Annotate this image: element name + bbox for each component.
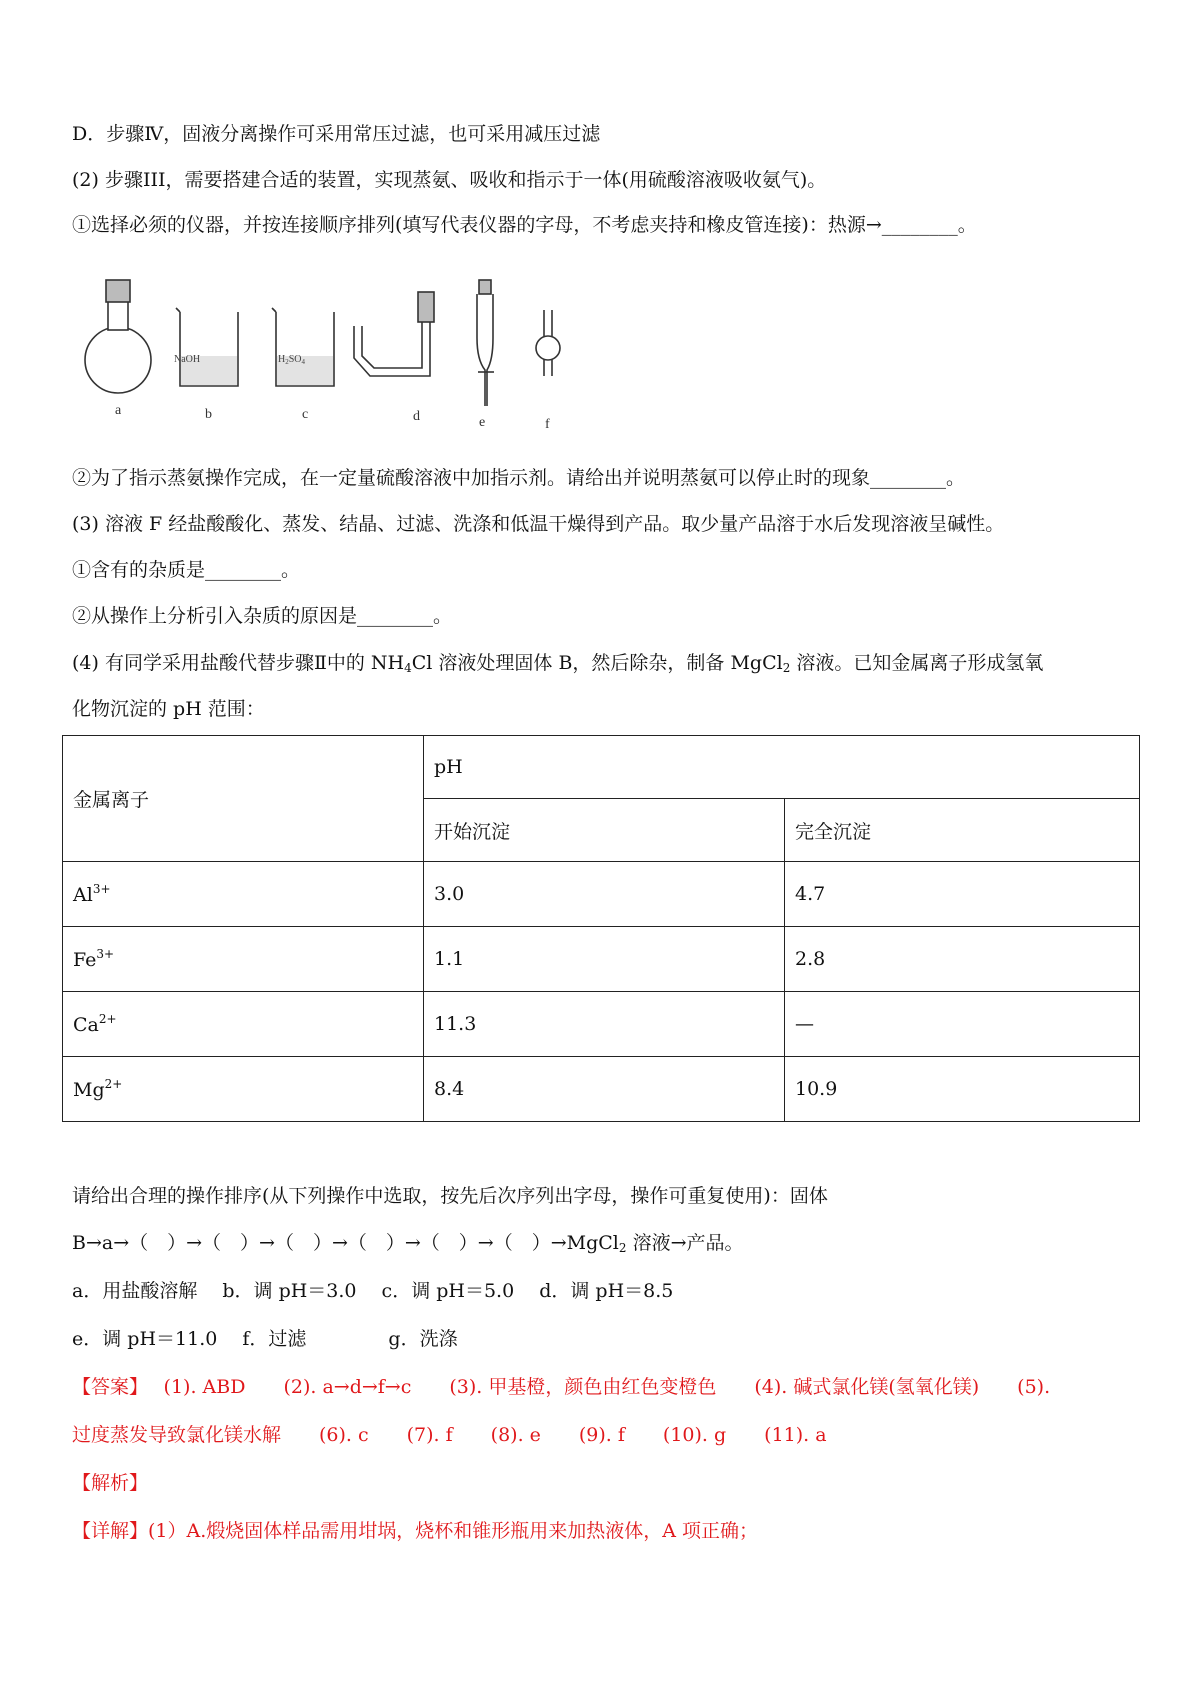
options-line-2: e．调 pH＝11.0 f．过滤 g．洗涤 (72, 1328, 458, 1350)
label-b: b (205, 407, 212, 422)
ion-cell: $Al^{3+}$ (63, 862, 424, 927)
beaker-c-text: $H_2SO_4$ (278, 354, 306, 366)
answer-line-1: 【答案】 (1). ABD (2). a→d→f→c (3). 甲基橙，颜色由红色变橙色 (4). 碱式氯化镁(氢氧化镁) (5). (72, 1376, 1051, 1398)
ion-cell: $Mg^{2+}$ (63, 1057, 424, 1122)
ph-table (62, 735, 1140, 1122)
question-3-1-text: ①含有的杂质是________。 (72, 559, 301, 581)
answer-line-2: 过度蒸发导致氯化镁水解 (6). c (7). f (8). e (9). f (10). g (11). a (72, 1424, 827, 1446)
ion-cell: $Ca^{2+}$ (63, 992, 424, 1057)
header-metal-ion: 金属离子 (63, 736, 424, 862)
label-d: d (413, 409, 420, 424)
start-cell: 8.4 (424, 1057, 785, 1122)
table-row (63, 1057, 1140, 1122)
header-full: 完全沉淀 (785, 799, 1140, 862)
table-row (63, 862, 1140, 927)
question-3-text: (3) 溶液 F 经盐酸酸化、蒸发、结晶、过滤、洗涤和低温干燥得到产品。取少量产品溶于水后发现溶液呈碱性。 (72, 513, 1005, 535)
bent-tube-icon (354, 292, 434, 376)
beaker-naoh-icon (176, 308, 238, 386)
full-cell: 2.8 (785, 927, 1140, 992)
sequence-text: B→a→（ ）→（ ）→（ ）→（ ）→（ ）→（ ）→MgCl$_2$ 溶液→产品。 (72, 1232, 744, 1255)
options-line-1: a．用盐酸溶解 b．调 pH＝3.0 c．调 pH＝5.0 d．调 pH＝8.5 (72, 1280, 674, 1302)
question-2-2-text: ②为了指示蒸氨操作完成，在一定量硫酸溶液中加指示剂。请给出并说明蒸氨可以停止时的现象________。 (72, 467, 966, 489)
start-cell: 11.3 (424, 992, 785, 1057)
ion-cell: $Fe^{3+}$ (63, 927, 424, 992)
start-cell: 3.0 (424, 862, 785, 927)
question-3-2-text: ②从操作上分析引入杂质的原因是________。 (72, 605, 453, 627)
table-row (63, 927, 1140, 992)
question-4-text: (4) 有同学采用盐酸代替步骤Ⅱ中的 $NH_4Cl$ 溶液处理固体 B，然后除杂，制备 MgCl$_2$ 溶液。已知金属离子形成氢氧 (72, 652, 1044, 675)
label-e: e (479, 415, 486, 430)
start-cell: 1.1 (424, 927, 785, 992)
apparatus-drawing (70, 278, 630, 438)
beaker-h2so4-icon (272, 308, 334, 386)
label-f: f (545, 417, 550, 432)
full-cell: 4.7 (785, 862, 1140, 927)
label-c: c (302, 407, 309, 422)
table-row (63, 992, 1140, 1057)
option-d-text: D．步骤Ⅳ，固液分离操作可采用常压过滤，也可采用减压过滤 (72, 123, 601, 145)
full-cell: 10.9 (785, 1057, 1140, 1122)
header-ph: pH (424, 736, 1140, 799)
question-2-text: (2) 步骤III，需要搭建合适的装置，实现蒸氨、吸收和指示于一体(用硫酸溶液吸收氨气)。 (72, 169, 827, 191)
label-a: a (115, 403, 122, 418)
full-cell: — (785, 992, 1140, 1057)
detail-line: 【详解】(1）A.煅烧固体样品需用坩埚，烧杯和锥形瓶用来加热液体，A 项正确； (72, 1520, 759, 1542)
analysis-heading: 【解析】 (72, 1472, 149, 1494)
question-4-cont-text: 化物沉淀的 pH 范围： (72, 698, 265, 720)
question-2-1-text: ①选择必须的仪器，并按连接顺序排列(填写代表仪器的字母，不考虑夹持和橡皮管连接)：热源→________。 (72, 214, 977, 236)
round-bottom-flask-icon (85, 280, 151, 393)
separatory-funnel-icon (477, 280, 494, 406)
question-4-order-text: 请给出合理的操作排序(从下列操作中选取，按先后次序列出字母，操作可重复使用)：固体 (72, 1185, 828, 1207)
beaker-b-text: NaOH (174, 354, 201, 365)
apparatus-figure (70, 278, 630, 438)
drying-tube-icon (536, 310, 560, 376)
header-start: 开始沉淀 (424, 799, 785, 862)
